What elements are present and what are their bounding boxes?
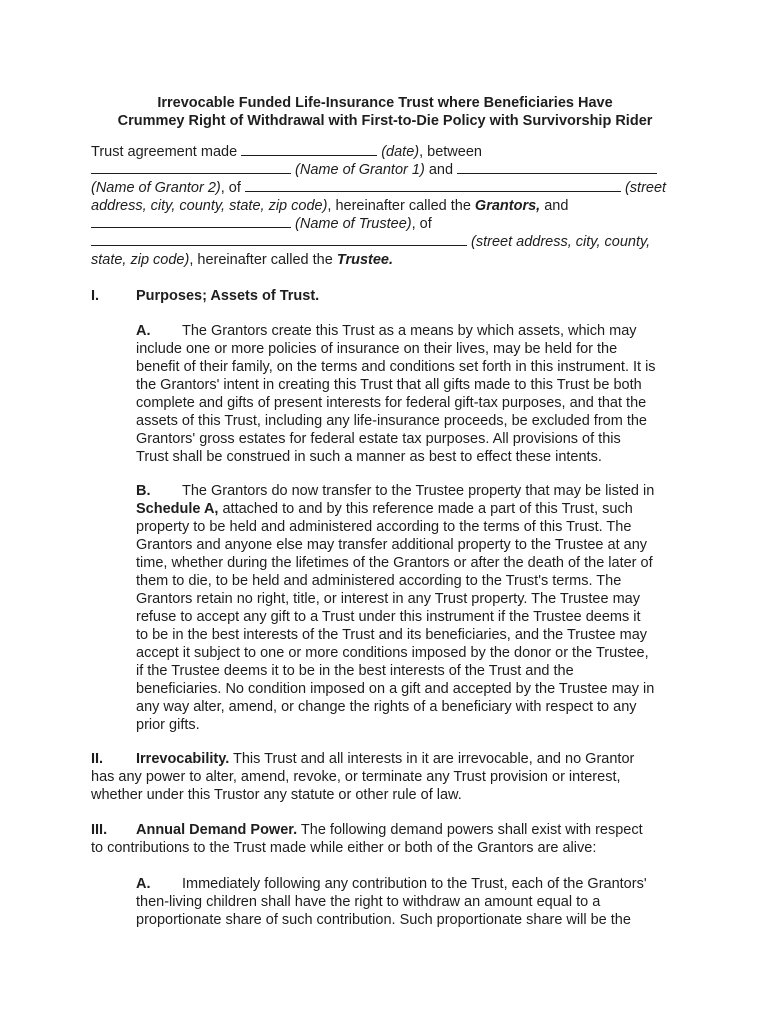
- trustee-term: Trustee.: [336, 252, 393, 268]
- hereinafter-trustee-text: , hereinafter called the: [189, 252, 337, 268]
- section-1b-line: property to be held and administered according to the terms of this Trust. The: [136, 519, 632, 535]
- grantor1-label: (Name of Grantor 1): [295, 162, 425, 178]
- grantor1-blank[interactable]: [91, 161, 291, 174]
- section-1-number: I.: [91, 288, 100, 304]
- document-title-line-1: Irrevocable Funded Life-Insurance Trust where Beneficiaries Have: [157, 95, 613, 111]
- intro-line-2: [91, 161, 657, 179]
- section-1b-line: any way alter, amend, or change the rights of a beneficiary with respect to any: [136, 699, 637, 715]
- section-1b-line: time, whether during the lifetimes of the Grantors or after the death of the later of: [136, 555, 653, 571]
- section-1a-line: the Grantors' intent in creating this Trust that all gifts made to this Trust be both: [136, 377, 642, 393]
- section-3a-line: Immediately following any contribution to the Trust, each of the Grantors': [182, 876, 647, 892]
- section-1a-line: The Grantors create this Trust as a means by which assets, which may: [182, 323, 637, 339]
- section-1b-line: prior gifts.: [136, 717, 200, 733]
- section-2-paragraph: [91, 750, 634, 804]
- date-label: (date): [381, 144, 420, 160]
- section-1a-line: Trust shall be construed in such a manner as best to effect these intents.: [136, 449, 602, 465]
- trustee-name-blank[interactable]: [91, 215, 291, 228]
- section-1b-line: Grantors and anyone else may transfer additional property to the Trustee at any: [136, 537, 648, 553]
- hereinafter-grantors-text: , hereinafter called the: [327, 198, 475, 214]
- section-2-first: This Trust and all interests in it are irrevocable, and no Grantor: [229, 751, 635, 767]
- section-3-first: The following demand powers shall exist with respect: [297, 822, 643, 838]
- trustee-address-blank[interactable]: [91, 233, 467, 246]
- intro-line-6: [91, 233, 650, 251]
- section-1a-line: complete and gifts of present interests for federal gift-tax purposes, and that the: [136, 395, 647, 411]
- street2-label-a: (street address, city, county,: [471, 234, 651, 250]
- section-1a-label: A.: [136, 323, 151, 339]
- intro-line-1: [91, 143, 482, 161]
- section-1a-paragraph: [136, 322, 656, 466]
- of-text: , of: [220, 180, 241, 196]
- of2-text: , of: [411, 216, 432, 232]
- section-1a-line: include one or more policies of insurance on their lives, may be held for the: [136, 341, 618, 357]
- section-3-line: to contributions to the Trust made while either or both of the Grantors are alive:: [91, 840, 597, 856]
- section-2-number: II.: [91, 751, 104, 767]
- section-3a-line: proportionate share of such contribution. Such proportionate share will be the: [136, 912, 631, 928]
- document-title-line-2: Crummey Right of Withdrawal with First-to-Die Policy with Survivorship Rider: [117, 113, 653, 129]
- section-1b-line: to be in the best interests of the Trust and its beneficiaries, and the Trustee may: [136, 627, 648, 643]
- schedule-a-rest: attached to and by this reference made a part of this Trust, such: [218, 501, 633, 517]
- section-1b-line: them to die, to be held and administered according to the Trust's terms. The: [136, 573, 622, 589]
- section-1b-line: if the Trustee deems it to be in the best interests of the Trust and the: [136, 663, 574, 679]
- section-1b-line: beneficiaries. No condition imposed on a gift and accepted by the Trustee may in: [136, 681, 655, 697]
- grantor2-blank[interactable]: [457, 161, 657, 174]
- section-3-paragraph: [91, 821, 643, 857]
- section-1a-line: benefit of their family, on the terms and conditions set forth in this instrument. It is: [136, 359, 656, 375]
- section-2-heading: Irrevocability.: [136, 751, 230, 767]
- section-1b-paragraph: [136, 482, 654, 734]
- section-1b-line: The Grantors do now transfer to the Trustee property that may be listed in: [182, 483, 655, 499]
- section-2-line: [91, 750, 634, 768]
- between-text: , between: [419, 144, 482, 160]
- section-1b-line: accept it subject to one or more conditions imposed by the donor or the Trustee,: [136, 645, 649, 661]
- intro-line-3: [91, 179, 666, 197]
- street-label-a: (street: [624, 180, 667, 196]
- grantors-term: Grantors,: [474, 198, 541, 214]
- and-text: and: [428, 162, 454, 178]
- date-blank[interactable]: [241, 143, 377, 156]
- intro-line-4: [91, 197, 568, 215]
- grantor2-label: (Name of Grantor 2): [91, 180, 221, 196]
- intro-made-text: Trust agreement made: [91, 144, 238, 160]
- section-1b-line: [136, 500, 654, 518]
- section-3-heading: Annual Demand Power.: [136, 822, 298, 838]
- section-3-line: [91, 821, 643, 839]
- section-2-line: has any power to alter, amend, revoke, or terminate any Trust provision or interest,: [91, 769, 621, 785]
- section-1a-line: assets of this Trust, including any life-insurance proceeds, be excluded from the: [136, 413, 647, 429]
- section-3a-label: A.: [136, 876, 151, 892]
- section-1b-line: Grantors retain no right, title, or interest in any Trust property. The Trustee may: [136, 591, 640, 607]
- section-2-line: whether under this Trustor any statute or other rule of law.: [91, 787, 462, 803]
- street2-label-b: state, zip code): [91, 252, 190, 268]
- section-1a-line: Grantors' gross estates for federal estate tax purposes. All provisions of this: [136, 431, 621, 447]
- street-label-b: address, city, county, state, zip code): [91, 198, 328, 214]
- trustee-name-label: (Name of Trustee): [295, 216, 412, 232]
- intro-line-7: [91, 251, 393, 269]
- grantor-address-blank[interactable]: [245, 179, 621, 192]
- section-3a-line: then-living children shall have the right to withdraw an amount equal to a: [136, 894, 601, 910]
- and2-text: and: [540, 198, 569, 214]
- section-1b-line: refuse to accept any gift to a Trust under this instrument if the Trustee deems it: [136, 609, 641, 625]
- intro-line-5: [91, 215, 432, 233]
- section-3-number: III.: [91, 822, 108, 838]
- section-1-heading: Purposes; Assets of Trust.: [136, 288, 320, 304]
- schedule-a-term: Schedule A,: [136, 501, 219, 517]
- section-3a-paragraph: [136, 875, 647, 929]
- section-1b-label: B.: [136, 483, 151, 499]
